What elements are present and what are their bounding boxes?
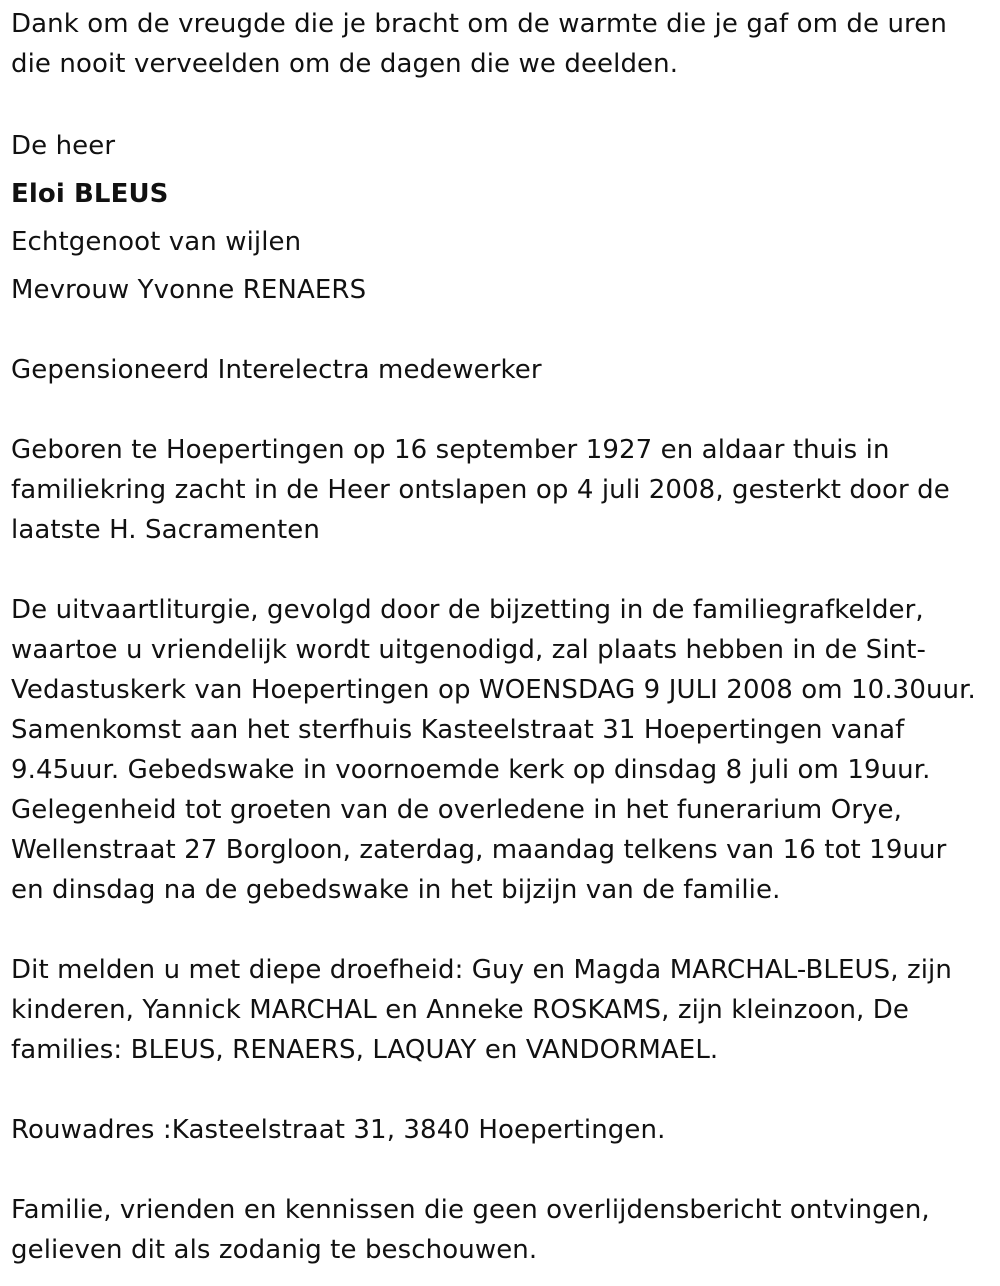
address-text: Rouwadres :Kasteelstraat 31, 3840 Hoepertingen.	[11, 1115, 666, 1145]
occupation-text: Gepensioneerd Interelectra medewerker	[11, 355, 542, 385]
mourners-text: Dit melden u met diepe droefheid: Guy en Magda MARCHAL-BLEUS, zijn kinderen, Yannick MARCHAL en Anneke ROSKAMS, zijn kleinzoon, De families: BLEUS, RENAERS, LAQUAY en VANDORMAEL.	[11, 955, 952, 1065]
intro-text: Dank om de vreugde die je bracht om de warmte die je gaf om de uren die nooit verveelden om de dagen die we deelden.	[11, 9, 947, 79]
closing-text: Familie, vrienden en kennissen die geen overlijdensbericht ontvingen, gelieven dit als zodanig te beschouwen.	[11, 1195, 930, 1265]
deceased-name: Eloi BLEUS	[11, 179, 169, 209]
birth-death-text: Geboren te Hoepertingen op 16 september 1927 en aldaar thuis in familiekring zacht in de Heer ontslapen op 4 juli 2008, gesterkt door de laatste H. Sacramenten	[11, 435, 950, 545]
relation-text: Echtgenoot van wijlen	[11, 227, 302, 257]
spouse-name: Mevrouw Yvonne RENAERS	[11, 275, 367, 305]
funeral-text: De uitvaartliturgie, gevolgd door de bijzetting in de familiegrafkelder, waartoe u vriendelijk wordt uitgenodigd, zal plaats hebben in de Sint-Vedastuskerk van Hoepertingen op WOENSDAG 9 JULI 2008 om 10.30uur. Samenkomst aan het sterfhuis Kasteelstraat 31 Hoepertingen vanaf 9.45uur. Gebedswake in voornoemde kerk op dinsdag 8 juli om 19uur. Gelegenheid tot groeten van de overledene in het funerarium Orye, Wellenstraat 27 Borgloon, zaterdag, maandag telkens van 16 tot 19uur en dinsdag na de gebedswake in het bijzijn van de familie.	[11, 595, 976, 905]
title-prefix: De heer	[11, 131, 116, 161]
deceased-block	[11, 122, 986, 314]
